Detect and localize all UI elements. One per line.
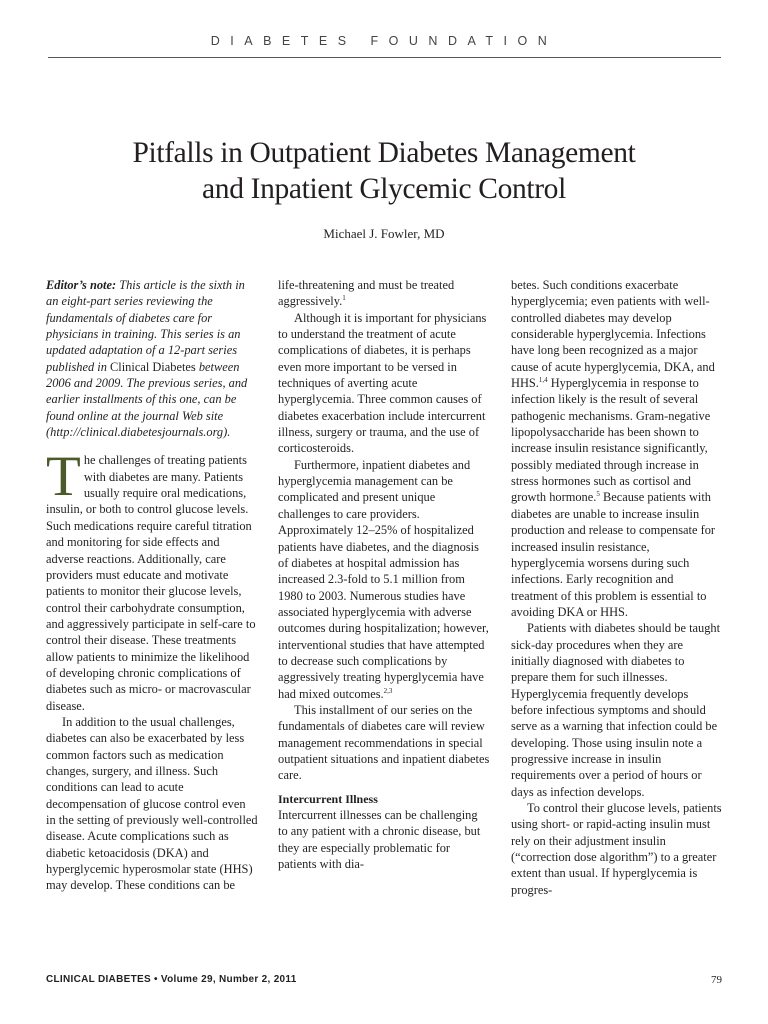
body-paragraph-5: This installment of our series on the fundamentals of diabetes care will review management recommendations in special outpatient situations and inpatient diabetes care. xyxy=(278,702,490,783)
reference-marker: 1,4 xyxy=(538,375,548,384)
editors-note-text-b: between 2006 and 2009. The previous series, and earlier installments of this one, can be found online at the journal Web site (http://clinical.diabetesjournals.org). xyxy=(46,359,248,440)
body-paragraph-1 xyxy=(46,445,258,714)
article-author: Michael J. Fowler, MD xyxy=(323,226,445,241)
body-paragraph-2-continued xyxy=(278,277,490,310)
column-1 xyxy=(46,277,258,894)
body-paragraph-4 xyxy=(278,457,490,702)
column-2 xyxy=(278,277,490,872)
running-head: DIABETES FOUNDATION xyxy=(210,34,558,48)
header-rule xyxy=(48,57,721,58)
footer-journal-citation: CLINICAL DIABETES • Volume 29, Number 2, 2011 xyxy=(46,974,297,985)
editors-note-text-a: This article is the sixth in an eight-part series reviewing the fundamentals of diabetes care for physicians in training. This series is an updated adaptation of a 12-part series published in xyxy=(46,278,245,374)
editors-note xyxy=(46,277,258,440)
body-paragraph-7: Patients with diabetes should be taught sick-day procedures when they are initially diagnosed with diabetes to prepare them for such illnesses. Hyperglycemia frequently develops before infectious symptoms and should serve as a warning that infection could be developing. Those using insulin note a progressive increase in insulin requirements over a period of hours or days as infection develops. xyxy=(511,621,721,799)
body-paragraph-4-text: Furthermore, inpatient diabetes and hyperglycemia management can be complicated and present unique challenges to care providers. Approximately 12–25% of hospitalized patients have diabetes, and the diagnosis of diabetes at hospital admission has increased 2.3-fold to 5.1 million from 1980 to 2003. Numerous studies have associated hyperglycemia with adverse outcomes during hospitalization; however, interventional studies that have attempted to decrease such complications by aggressively treating hyperglycemia have had mixed outcomes. xyxy=(278,457,489,701)
section-heading-intercurrent-illness: Intercurrent Illness xyxy=(278,791,378,806)
body-paragraph-2-continued-text: life-threatening and must be treated aggressively. xyxy=(278,278,455,309)
body-paragraph-1-text: he challenges of treating patients with diabetes are many. Patients usually require oral medications, insulin, or both to control glucose levels. Such medications require careful titration and monitoring for side effects and adverse reactions. Additionally, care providers must educate and motivate patients to monitor their glucose levels, control their carbohydrate consumption, and aggressively participate in self-care to control their disease. These treatments allow patients to minimize the likelihood of developing chronic complications of diabetes such as micro- or macrovascular disease. xyxy=(46,453,256,713)
body-paragraph-6-continued-text-b: Hyperglycemia in response to infection likely is the result of several pathogenic mechanisms. Gram-negative lipopolysaccharide has been shown to increase insulin resistance significantly, possibly mediated through increase in stress hormones such as cortisol and growth hormone. xyxy=(511,376,711,505)
drop-cap: T xyxy=(46,445,81,509)
body-paragraph-8: To control their glucose levels, patients using short- or rapid-acting insulin must rely on their adjustment insulin (“correction dose algorithm”) to a greater extent than usual. If hyperglycemia is progres- xyxy=(511,801,722,897)
reference-marker: 5 xyxy=(596,490,600,499)
reference-marker: 2,3 xyxy=(383,686,393,695)
page-number: 79 xyxy=(711,974,722,986)
body-paragraph-6: Intercurrent illnesses can be challenging to any patient with a chronic disease, but they are especially problematic for patients with dia- xyxy=(278,808,481,872)
body-paragraph-6-continued-text-c: Because patients with diabetes are unable to increase insulin production and release to compensate for increased insulin resistance, hyperglycemia worsens during such infections. Early recognition and treatment of this problem is essential to avoiding DKA or HHS. xyxy=(511,490,716,619)
reference-marker: 1 xyxy=(342,294,346,303)
article-title-line-2: and Inpatient Glycemic Control xyxy=(202,173,566,205)
body-paragraph-3: Although it is important for physicians to understand the treatment of acute complications of diabetes, it is perhaps even more important to be versed in techniques of averting acute hyperglycemia. Three common causes of diabetes exacerbation include intercurrent illness, surgery or trauma, and the use of corticosteroids. xyxy=(278,310,487,456)
body-paragraph-2: In addition to the usual challenges, diabetes can also be exacerbated by less common factors such as medication changes, surgery, and illness. Such conditions can lead to acute decompensation of glucose control even in the setting of previously well-controlled disease. Acute complications such as diabetic ketoacidosis (DKA) and hyperglycemic hyperosmolar state (HHS) may develop. These conditions can be xyxy=(46,714,258,893)
article-title-line-1: Pitfalls in Outpatient Diabetes Management xyxy=(132,137,636,169)
editors-note-label: Editor’s note: xyxy=(46,278,117,292)
column-3 xyxy=(511,277,723,898)
body-paragraph-6-continued-text-a: betes. Such conditions exacerbate hyperglycemia; even patients with well-controlled diabetes may develop considerable hyperglycemia. Infections have long been recognized as a major cause of acute hyperglycemia, DKA, and HHS. xyxy=(511,278,715,391)
body-paragraph-6-continued xyxy=(511,277,723,620)
article-title xyxy=(0,135,768,207)
editors-note-journal: Clinical Diabetes xyxy=(110,359,196,374)
